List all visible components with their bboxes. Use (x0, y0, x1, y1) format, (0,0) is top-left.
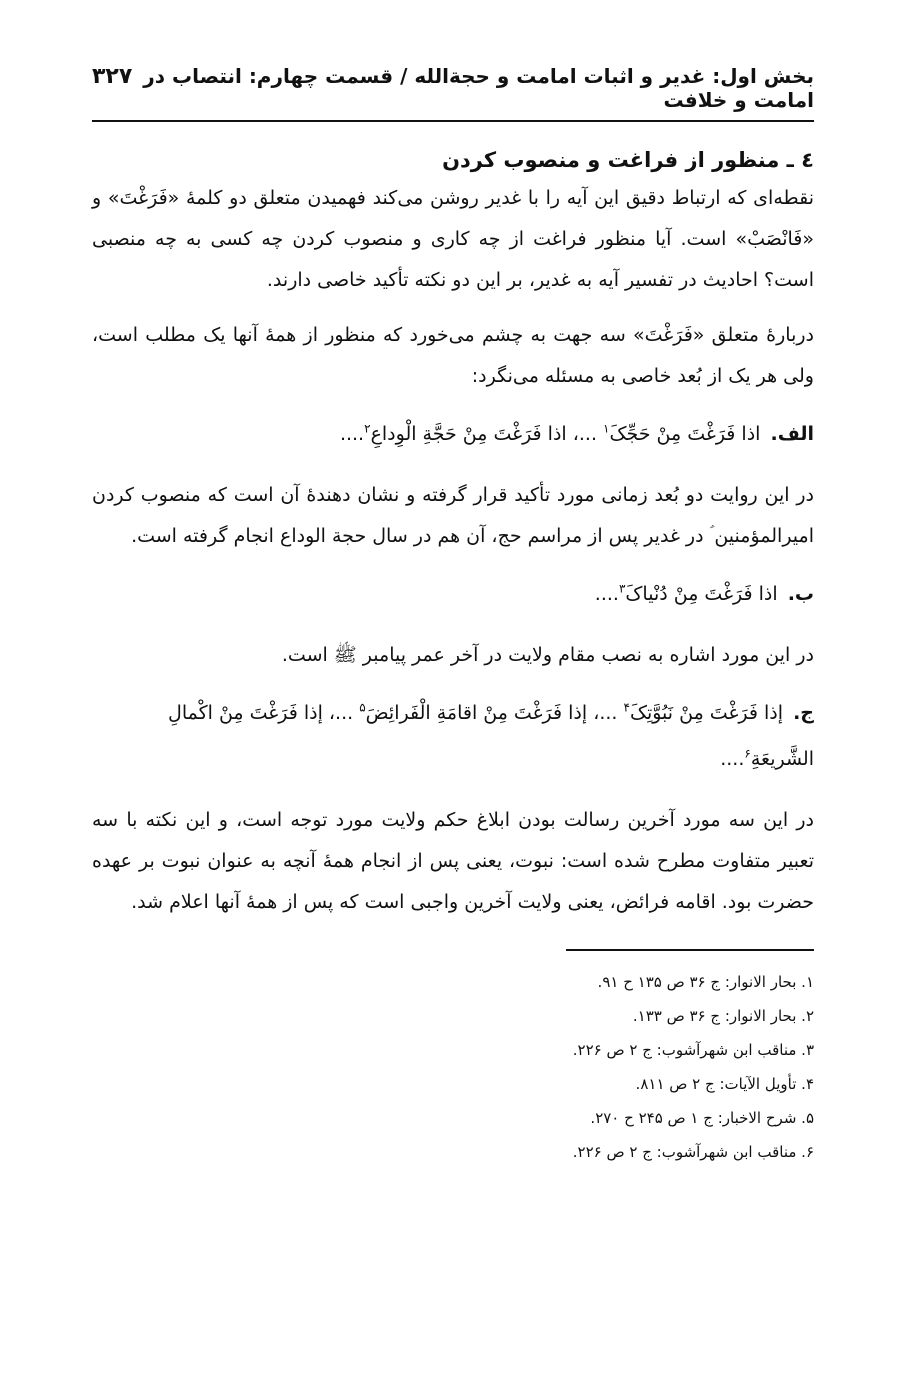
running-header (92, 64, 814, 122)
page-number: ۳۲۷ (92, 64, 133, 89)
footnote-4: ۴. تأویل الآیات: ج ۲ ص ۸۱۱. (635, 1075, 814, 1093)
footnote-1: ۱. بحار الانوار: ج ۳۶ ص ۱۳۵ ح ۹۱. (597, 973, 814, 991)
item-alef-label: الف. (770, 423, 814, 445)
item-jim-quote-3: ...، إذا فَرَغْتَ مِنْ اکْمالِ الشَّریعَةِ (168, 702, 814, 770)
item-be-quote-1: اذا فَرَغْتَ مِنْ دُنْیاکَ (625, 583, 778, 605)
footnote-5: ۵. شرح الاخبار: ج ۱ ص ۲۴۵ ح ۲۷۰. (590, 1109, 814, 1127)
item-be-ellipsis: .... (594, 583, 619, 605)
item-be (92, 571, 814, 617)
paragraph-5: در این سه مورد آخرین رسالت بودن ابلاغ حکم ولایت مورد توجه است، و این نکته با سه تعبیر متفاوت مطرح شده است: نبوت، یعنی پس از انجام همهٔ آنچه به عنوان نبوت بر عهده حضرت بود. اقامه فرائض، یعنی ولایت آخرین واجبی است که پس از همهٔ آنها اعلام شد. (92, 809, 814, 913)
item-jim-quote-2: ...، إذا فَرَغْتَ مِنْ اقامَةِ الْفَرائِضَ (365, 702, 618, 724)
footnote-ref-4[interactable]: ۴ (623, 700, 630, 715)
footnote-ref-5[interactable]: ۵ (359, 700, 366, 715)
item-alef-ellipsis: .... (339, 423, 365, 445)
paragraph-2: دربارهٔ متعلق «فَرَغْتَ» سه جهت به چشم می‌خورد که منظور از همهٔ آنها یک مطلب است، ولی هر یک از بُعد خاصی به مسئله می‌نگرد: (92, 324, 814, 387)
footnote-6: ۶. مناقب ابن شهرآشوب: ج ۲ ص ۲۲۶. (572, 1143, 814, 1161)
header-title: بخش اول: غدیر و اثبات امامت و حجةالله / قسمت چهارم: انتصاب در امامت و خلافت (143, 64, 814, 112)
paragraph-1: نقطه‌ای که ارتباط دقیق این آیه را با غدیر روشن می‌کند فهمیدن متعلق دو کلمهٔ «فَرَغْتَ» و «فَانْصَبْ» است. آیا منظور فراغت از چه کاری و منصوب کردن چه کسی به چه منصبی است؟ احادیث در تفسیر آیه به غدیر، بر این دو نکته تأکید خاصی دارند. (92, 187, 814, 291)
footnote-2: ۲. بحار الانوار: ج ۳۶ ص ۱۳۳. (632, 1007, 814, 1025)
footnote-ref-2[interactable]: ۲ (364, 421, 371, 436)
footnote-ref-6[interactable]: ۶ (744, 746, 751, 761)
paragraph-3: در این روایت دو بُعد زمانی مورد تأکید قرار گرفته و نشان دهندهٔ آن است که منصوب کردن امیرالمؤمنین ؑ در غدیر پس از مراسم حج، آن هم در سال حجة الوداع انجام گرفته است. (92, 484, 814, 547)
section-heading: ٤ ـ منظور از فراغت و منصوب کردن (442, 148, 814, 172)
paragraph-4: در این مورد اشاره به نصب مقام ولایت در آخر عمر پیامبر ﷺ است. (281, 644, 814, 666)
item-alef-quote-2: ...، اذا فَرَغْتَ مِنْ حَجَّةِ الْوِداعِ (370, 423, 597, 445)
item-jim-quote-1: إذا فَرَغْتَ مِنْ نَبُوَّتِکَ (629, 702, 784, 724)
footnote-3: ۳. مناقب ابن شهرآشوب: ج ۲ ص ۲۲۶. (572, 1041, 814, 1059)
book-page (92, 64, 814, 1169)
item-alef-quote-1: اذا فَرَغْتَ مِنْ حَجِّکَ (609, 423, 761, 445)
item-jim-ellipsis: .... (720, 748, 745, 770)
item-jim (92, 690, 814, 782)
footnote-divider (566, 949, 814, 951)
item-alef (92, 411, 814, 457)
item-jim-label: ج. (793, 702, 814, 724)
item-be-label: ب. (787, 583, 814, 605)
footnote-ref-1[interactable]: ۱ (603, 421, 610, 436)
footnotes (92, 965, 814, 1169)
footnote-ref-3[interactable]: ۳ (618, 581, 626, 596)
